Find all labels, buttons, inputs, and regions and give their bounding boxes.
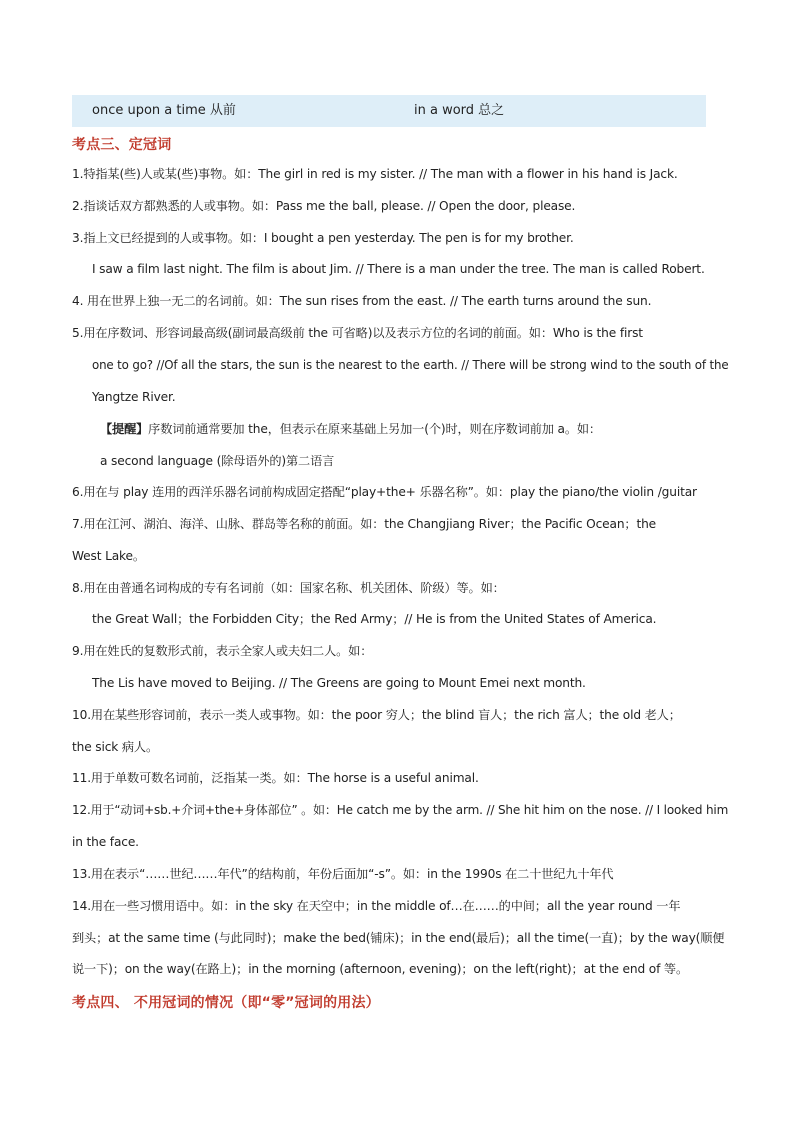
tip-label: 【提醒】 [100,422,149,436]
tip-text: 序数词前通常要加 the，但表示在原来基础上另加一(个)时，则在序数词前加 a。如： [148,422,601,436]
rule-10-cont: the sick 病人。 [72,740,159,754]
rule-3: 3.指上文已经提到的人或事物。如：I bought a pen yesterday. The pen is for my brother. [72,231,574,245]
tip-note [100,420,601,438]
rule-5: 5.用在序数词、形容词最高级(副词最高级前 the 可省略)以及表示方位的名词的前面。如：Who is the first [72,326,643,340]
rule-11: 11.用于单数可数名词前，泛指某一类。如：The horse is a useful animal. [72,771,479,785]
rule-1: 1.特指某(些)人或某(些)事物。如：The girl in red is my sister. // The man with a flower in his hand is Jack. [72,167,678,181]
rule-10: 10.用在某些形容词前，表示一类人或事物。如：the poor 穷人；the blind 盲人；the rich 富人；the old 老人； [72,708,681,722]
tip-example: a second language (除母语外的)第二语言 [100,454,335,468]
phrase-once-upon-a-time: once upon a time 从前 [92,103,236,118]
rule-7: 7.用在江河、湖泊、海洋、山脉、群岛等名称的前面。如：the Changjiang River；the Pacific Ocean；the [72,517,656,531]
rule-3-example: I saw a film last night. The film is about Jim. // There is a man under the tree. The man is called Robert. [92,262,705,276]
rule-2: 2.指谈话双方都熟悉的人或事物。如：Pass me the ball, please. // Open the door, please. [72,199,576,213]
rule-7-cont: West Lake。 [72,549,145,563]
rule-5-cont2: Yangtze River. [92,390,176,404]
rule-14: 14.用在一些习惯用语中。如：in the sky 在天空中；in the middle of…在……的中间；all the year round 一年 [72,899,681,913]
rule-4: 4. 用在世界上独一无二的名词前。如：The sun rises from the east. // The earth turns around the sun. [72,294,652,308]
rule-9-example: The Lis have moved to Beijing. // The Greens are going to Mount Emei next month. [92,676,586,690]
rule-8: 8.用在由普通名词构成的专有名词前（如：国家名称、机关团体、阶级）等。如： [72,581,505,595]
rule-12: 12.用于“动词+sb.+介词+the+身体部位” 。如：He catch me by the arm. // She hit him on the nose. // I looked him [72,803,729,817]
rule-14-cont2: 说一下)；on the way(在路上)；in the morning (afternoon, evening)；on the left(right)；at the end of 等。 [72,962,689,976]
rule-9: 9.用在姓氏的复数形式前，表示全家人或夫妇二人。如： [72,644,373,658]
phrase-banner [72,95,706,127]
phrase-in-a-word: in a word 总之 [414,103,505,118]
section-heading-4: 考点四、 不用冠词的情况（即“零”冠词的用法） [72,995,380,1011]
rule-8-example: the Great Wall；the Forbidden City；the Red Army；// He is from the United States of America. [92,612,657,626]
section-heading-3: 考点三、定冠词 [72,137,172,153]
rule-13: 13.用在表示“……世纪……年代”的结构前，年份后面加“-s”。如：in the 1990s 在二十世纪九十年代 [72,867,614,881]
rule-5-cont: one to go? //Of all the stars, the sun is the nearest to the earth. // There will be strong wind to the south of the [92,358,729,372]
rule-6: 6.用在与 play 连用的西洋乐器名词前构成固定搭配“play+the+ 乐器名称”。如：play the piano/the violin /guitar [72,485,697,499]
rule-12-cont: in the face. [72,835,139,849]
rule-14-cont: 到头；at the same time (与此同时)；make the bed(铺床)；in the end(最后)；all the time(一直)；by the way(顺便 [72,931,725,945]
